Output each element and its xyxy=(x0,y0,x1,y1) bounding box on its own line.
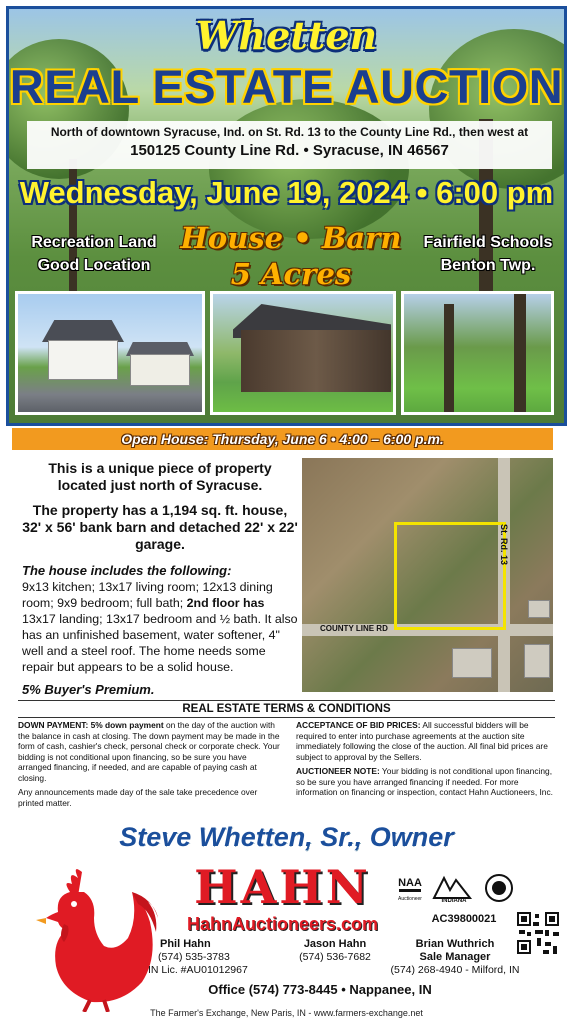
auctioneer-note xyxy=(296,766,555,798)
contact-jason-hahn xyxy=(280,938,390,964)
map-lot xyxy=(528,600,550,618)
acceptance-text: All successful bidders will be required to enter into purchase agreements at the auction site immediately following the close of the auction. All final bid prices are subject to approval by the Sellers. xyxy=(296,720,548,762)
includes-part-b: 2nd floor has xyxy=(186,596,265,610)
publication-footer: The Farmer's Exchange, New Paris, IN - www.farmers-exchange.net xyxy=(150,1008,423,1018)
down-payment-text: on the day of the auction with the balance in cash at closing. The down payment may be made in the form of cash, cashier's check, personal check or corporate check. Your bidding is not conditional upon financing, so be sure you have arranged financing, if needed, and are capable of paying cash at closing. xyxy=(18,720,280,783)
house-roof xyxy=(42,320,124,342)
rooster-icon xyxy=(12,862,162,1012)
owner-name: Steve Whetten, Sr., Owner xyxy=(119,822,454,852)
announcements-term: Any announcements made day of the sale take precedence over printed matter. xyxy=(18,787,258,808)
aerial-map xyxy=(302,458,553,692)
qr-code-icon xyxy=(517,912,559,954)
naa-logo-text: NAA xyxy=(398,877,422,889)
contact-phone: (574) 268-4940 - Milford, IN xyxy=(390,964,520,976)
terms-title: REAL ESTATE TERMS & CONDITIONS xyxy=(18,700,555,718)
house-shape xyxy=(48,340,118,380)
contact-phil-hahn xyxy=(148,938,248,977)
highlight-house-barn: House • Barn xyxy=(180,221,402,255)
contact-name: Phil Hahn xyxy=(160,938,211,950)
road-label-county-line: COUNTY LINE RD xyxy=(320,624,388,633)
photo-barn xyxy=(210,291,396,415)
terms-right-column xyxy=(296,720,555,802)
photo-land xyxy=(401,291,554,415)
open-house-banner: Open House: Thursday, June 6 • 4:00 – 6:00 p.m. xyxy=(12,428,553,450)
garage-shape xyxy=(130,354,190,386)
title-script: Whetten xyxy=(195,13,378,58)
barn-shape xyxy=(241,330,391,392)
includes-text xyxy=(22,579,298,675)
title-main: REAL ESTATE AUCTION xyxy=(9,60,564,113)
contact-phone: (574) 536-7682 xyxy=(299,951,371,963)
left-features xyxy=(19,231,169,277)
description-intro: This is a unique piece of property located just north of Syracuse. xyxy=(48,460,272,493)
auction-date: Wednesday, June 19, 2024 • 6:00 pm xyxy=(19,175,554,210)
directions-box xyxy=(27,121,552,169)
map-lot xyxy=(452,648,492,678)
photo-house xyxy=(15,291,205,415)
indiana-logo-text: INDIANA xyxy=(441,898,467,904)
right-features xyxy=(413,231,563,277)
buyers-premium: 5% Buyer's Premium. xyxy=(22,682,155,697)
contact-name: Jason Hahn xyxy=(303,938,367,950)
road-label-st-rd-13: St. Rd. 13 xyxy=(499,524,509,566)
tree-foliage xyxy=(209,99,409,239)
feature-location: Good Location xyxy=(37,257,151,274)
feature-schools: Fairfield Schools xyxy=(423,234,553,251)
directions-text: North of downtown Syracuse, Ind. on St. Rd. 13 to the County Line Rd., then west at xyxy=(50,125,529,139)
naa-logo-subtext: Auctioneer xyxy=(398,896,422,902)
license-number: AC39800021 xyxy=(431,913,497,925)
auctioneer-note-text: Your bidding is not conditional upon financing, so be sure you have arranged financing if needed. For more information on financing or inspection, contact Hahn Auctioneers, Inc. xyxy=(296,766,553,797)
tree-trunk xyxy=(444,304,454,414)
property-boundary xyxy=(394,522,506,630)
description-size: The property has a 1,194 sq. ft. house, 32' x 56' bank barn and detached 22' x 22' garage. xyxy=(22,502,298,552)
contact-name: Brian Wuthrich xyxy=(415,938,495,950)
auctioneer-note-label: AUCTIONEER NOTE: xyxy=(296,766,380,776)
feature-township: Benton Twp. xyxy=(440,257,536,274)
company-website: HahnAuctioneers.com xyxy=(186,914,379,934)
office-line: Office (574) 773-8445 • Nappanee, IN xyxy=(208,982,432,997)
hero-section xyxy=(6,6,567,426)
indiana-auctioneers-logo-icon xyxy=(430,872,476,904)
feature-recreation: Recreation Land xyxy=(31,234,157,251)
includes-part-a: 9x13 kitchen; 13x17 living room; 12x13 dining room; 9x9 bedroom; full bath; xyxy=(22,580,273,610)
contact-brian-wuthrich xyxy=(390,938,520,977)
down-payment-term xyxy=(18,720,280,783)
includes-heading: The house includes the following: xyxy=(22,563,232,578)
association-seal-icon xyxy=(484,872,514,904)
map-lot xyxy=(524,644,550,678)
acceptance-term xyxy=(296,720,555,762)
contact-license: IN Lic. #AU01012967 xyxy=(148,964,248,976)
address-text: 150125 County Line Rd. • Syracuse, IN 46567 xyxy=(130,142,449,159)
highlight-acres: 5 Acres xyxy=(230,257,352,291)
includes-part-c: 13x17 landing; 13x17 bedroom and ½ bath. It also has an unfinished basement, water softener, 4" well and a steel roof. The home needs some repair but appears to be a solid house. xyxy=(22,612,298,674)
company-logo-text: HAHN xyxy=(194,860,371,914)
naa-logo-icon xyxy=(396,872,424,904)
down-payment-label: DOWN PAYMENT: 5% down payment xyxy=(18,720,164,730)
tree-trunk xyxy=(514,294,526,414)
contact-phone: (574) 535-3783 xyxy=(158,951,230,963)
terms-left-column xyxy=(18,720,280,812)
contact-role: Sale Manager xyxy=(419,951,491,963)
property-description xyxy=(22,460,298,697)
acceptance-label: ACCEPTANCE OF BID PRICES: xyxy=(296,720,421,730)
